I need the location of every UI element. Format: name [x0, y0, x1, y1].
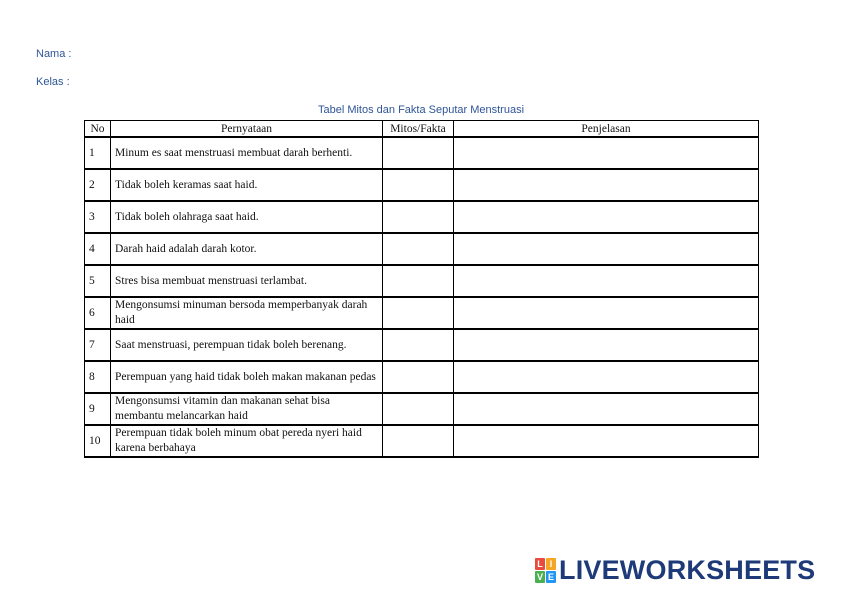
row-number: 4: [85, 233, 111, 265]
row-statement: Saat menstruasi, perempuan tidak boleh berenang.: [111, 329, 383, 361]
table-row: [85, 425, 759, 457]
penjelasan-answer-cell[interactable]: [454, 169, 759, 201]
row-number: 3: [85, 201, 111, 233]
table-row: [85, 137, 759, 169]
col-header-no: No: [85, 121, 111, 138]
row-number: 5: [85, 265, 111, 297]
row-number: 1: [85, 137, 111, 169]
row-number: 6: [85, 297, 111, 329]
mitos-fakta-answer-cell[interactable]: [383, 137, 454, 169]
penjelasan-answer-cell[interactable]: [454, 297, 759, 329]
table-title: Tabel Mitos dan Fakta Seputar Menstruasi: [317, 104, 525, 116]
logo-letter-l: L: [535, 558, 545, 570]
mitos-fakta-answer-cell[interactable]: [383, 393, 454, 425]
penjelasan-answer-cell[interactable]: [454, 233, 759, 265]
col-header-mitos-fakta: Mitos/Fakta: [383, 121, 454, 138]
table-row: [85, 297, 759, 329]
row-statement: Perempuan tidak boleh minum obat pereda nyeri haid karena berbahaya: [111, 425, 383, 457]
mitos-fakta-answer-cell[interactable]: [383, 329, 454, 361]
logo-letter-e: E: [547, 571, 554, 582]
mitos-fakta-answer-cell[interactable]: [383, 265, 454, 297]
mitos-fakta-answer-cell[interactable]: [383, 361, 454, 393]
mitos-fakta-answer-cell[interactable]: [383, 201, 454, 233]
row-statement: Mengonsumsi minuman bersoda memperbanyak darah haid: [111, 297, 383, 329]
table-row: [85, 329, 759, 361]
kelas-label: Kelas :: [36, 76, 70, 88]
penjelasan-answer-cell[interactable]: [454, 393, 759, 425]
brand-name: LIVEWORKSHEETS: [559, 555, 816, 585]
penjelasan-answer-cell[interactable]: [454, 265, 759, 297]
mitos-fakta-answer-cell[interactable]: [383, 169, 454, 201]
row-statement: Perempuan yang haid tidak boleh makan makanan pedas: [111, 361, 383, 393]
row-statement: Tidak boleh olahraga saat haid.: [111, 201, 383, 233]
logo-letter-i: I: [546, 558, 556, 570]
myth-fact-table: [84, 120, 759, 458]
row-statement: Minum es saat menstruasi membuat darah berhenti.: [111, 137, 383, 169]
logo-letter-v: V: [536, 571, 543, 582]
row-number: 9: [85, 393, 111, 425]
table-row: [85, 361, 759, 393]
row-statement: Tidak boleh keramas saat haid.: [111, 169, 383, 201]
row-number: 10: [85, 425, 111, 457]
row-statement: Stres bisa membuat menstruasi terlambat.: [111, 265, 383, 297]
mitos-fakta-answer-cell[interactable]: [383, 233, 454, 265]
table-row: [85, 265, 759, 297]
penjelasan-answer-cell[interactable]: [454, 425, 759, 457]
table-row: [85, 393, 759, 425]
penjelasan-answer-cell[interactable]: [454, 361, 759, 393]
mitos-fakta-answer-cell[interactable]: [383, 425, 454, 457]
penjelasan-answer-cell[interactable]: [454, 137, 759, 169]
col-header-pernyataan: Pernyataan: [111, 121, 383, 138]
table-row: [85, 233, 759, 265]
row-number: 2: [85, 169, 111, 201]
nama-label: Nama :: [36, 48, 72, 60]
penjelasan-answer-cell[interactable]: [454, 201, 759, 233]
table-header-row: [85, 121, 759, 138]
table-row: [85, 169, 759, 201]
table-row: [85, 201, 759, 233]
col-header-penjelasan: Penjelasan: [454, 121, 759, 138]
row-statement: Mengonsumsi vitamin dan makanan sehat bisa membantu melancarkan haid: [111, 393, 383, 425]
liveworksheets-logo-icon: [535, 558, 556, 583]
penjelasan-answer-cell[interactable]: [454, 329, 759, 361]
row-number: 8: [85, 361, 111, 393]
liveworksheets-brand: [535, 556, 815, 584]
mitos-fakta-answer-cell[interactable]: [383, 297, 454, 329]
row-number: 7: [85, 329, 111, 361]
row-statement: Darah haid adalah darah kotor.: [111, 233, 383, 265]
